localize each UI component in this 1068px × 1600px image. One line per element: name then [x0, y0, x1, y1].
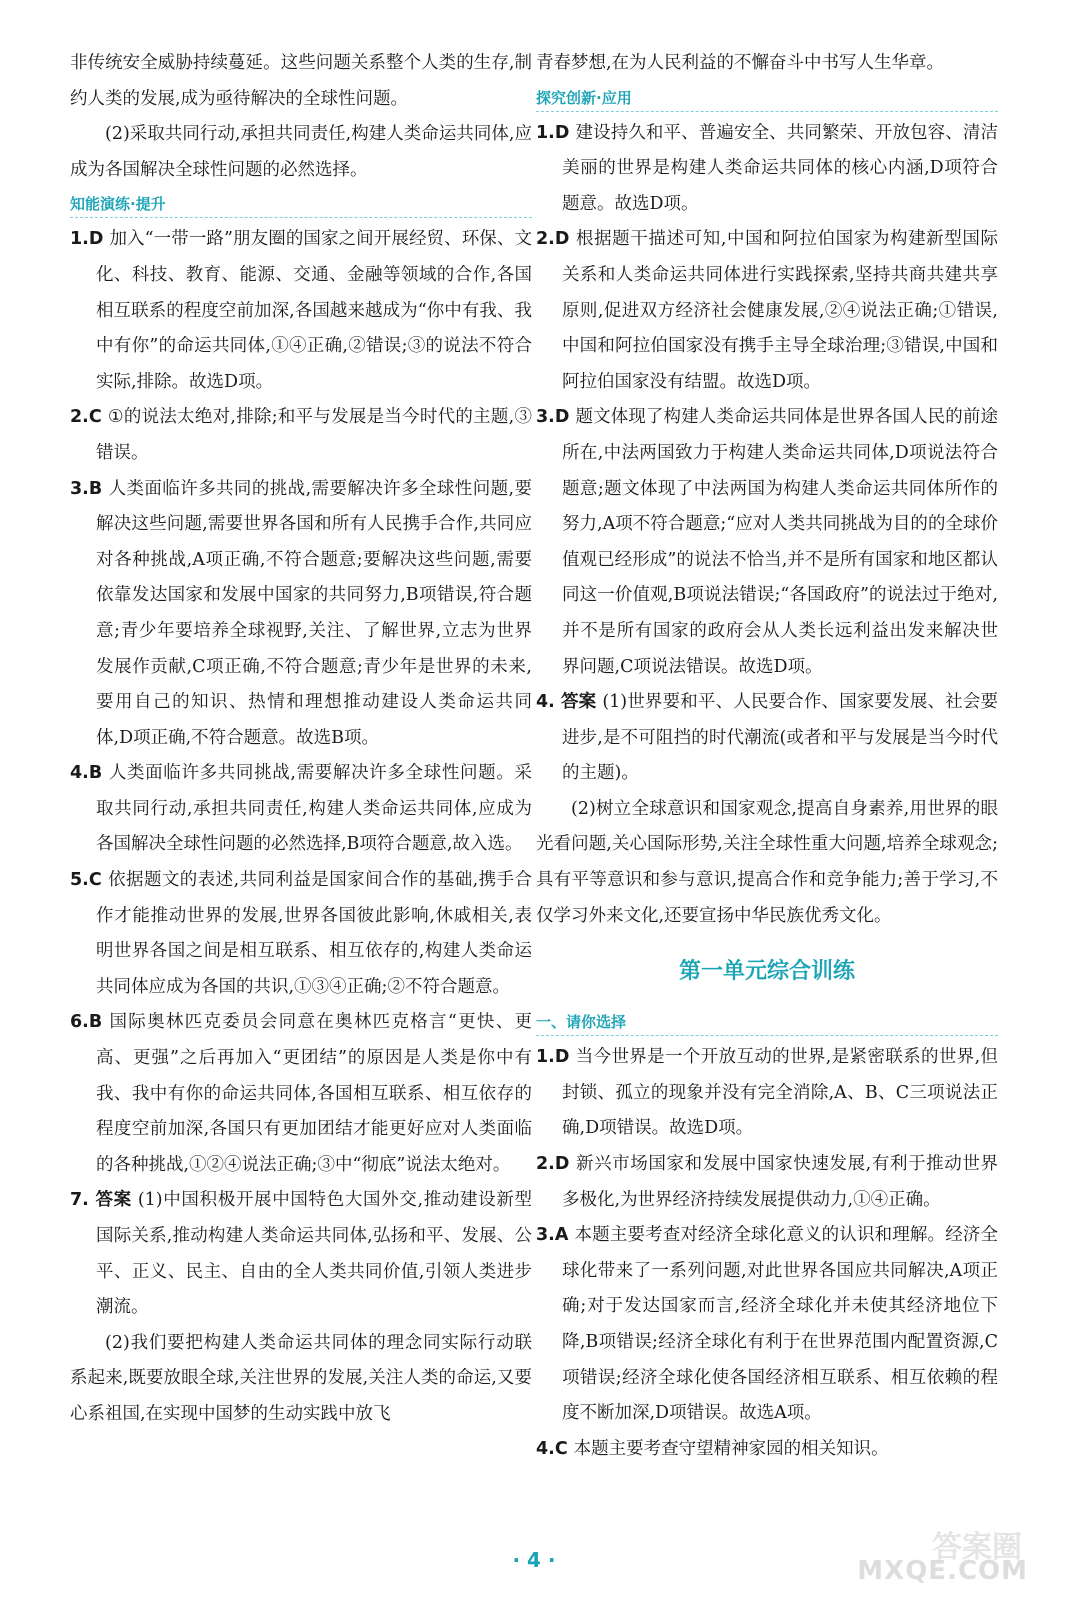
answer-item	[536, 1218, 998, 1432]
unit-title: 第一单元综合训练	[678, 959, 855, 985]
answer-item	[70, 472, 532, 757]
item-number: 2.C	[70, 407, 102, 428]
section-heading: 知能演练·提升	[70, 188, 532, 222]
answer-item	[536, 400, 998, 685]
answer-item	[536, 1040, 998, 1147]
item-number: 3.D	[536, 407, 570, 428]
answer-item	[536, 222, 998, 400]
item-number: 3.B	[70, 478, 103, 499]
item-text: 当今世界是一个开放互动的世界,是紧密联系的世界,但封锁、孤立的现象并没有完全消除,A、B、C三项说法正确,D项错误。故选D项。	[562, 1047, 998, 1139]
answer-item	[70, 756, 532, 863]
answer-item	[536, 685, 998, 792]
item-number: 4.	[536, 692, 555, 713]
item-text: 建设持久和平、普遍安全、共同繁荣、开放包容、清洁美丽的世界是构建人类命运共同体的核心内涵,D项符合题意。故选D项。	[562, 122, 998, 214]
item-number: 3.A	[536, 1225, 569, 1246]
item-number: 4.B	[70, 763, 103, 784]
page-number: · 4 ·	[512, 1548, 556, 1572]
answer-item	[70, 1183, 532, 1325]
answer-item	[536, 1432, 998, 1468]
item-number: 2.D	[536, 229, 570, 250]
item-text: 新兴市场国家和发展中国家快速发展,有利于推动世界多极化,为世界经济持续发展提供动力,①④正确。	[562, 1154, 998, 1210]
item-text: 人类面临许多共同的挑战,需要解决许多全球性问题,要解决这些问题,需要世界各国和所有人民携手合作,共同应对各种挑战,A项正确,不符合题意;要解决这些问题,需要依靠发达国家和发展中国家的共同努力,B项错误,符合题意;青少年要培养全球视野,关注、了解世界,立志为世界发展作贡献,C项正确,不符合题意;青少年是世界的未来,要用自己的知识、热情和理想推动建设人类命运共同体,D项正确,不符合题意。故选B项。	[96, 478, 532, 748]
item-text: (1)中国积极开展中国特色大国外交,推动建设新型国际关系,推动构建人类命运共同体,弘扬和平、发展、公平、正义、民主、自由的全人类共同价值,引领人类进步潮流。	[96, 1190, 532, 1318]
watermark-text-top: 答案圈	[932, 1530, 1022, 1565]
item-number: 1.D	[536, 122, 570, 143]
item-number: 2.D	[536, 1154, 570, 1175]
section-heading: 一、请你选择	[536, 1006, 998, 1040]
watermark-logo	[848, 1522, 1028, 1586]
answer-item	[536, 1147, 998, 1218]
item-text: 本题主要考查守望精神家园的相关知识。	[573, 1438, 889, 1459]
item-number: 1.D	[70, 229, 104, 250]
paragraph: (2)采取共同行动,承担共同责任,构建人类命运共同体,应成为各国解决全球性问题的必然选择。	[70, 124, 532, 180]
paragraph: (2)我们要把构建人类命运共同体的理念同实际行动联系起来,既要放眼全球,关注世界的发展,关注人类的命运,又要心系祖国,在实现中国梦的生动实践中放飞	[70, 1332, 532, 1424]
section-heading: 探究创新·应用	[536, 82, 998, 116]
item-text: 根据题干描述可知,中国和阿拉伯国家为构建新型国际关系和人类命运共同体进行实践探索,坚持共商共建共享原则,促进双方经济社会健康发展,②④说法正确;①错误,中国和阿拉伯国家没有携手主导全球治理;③错误,中国和阿拉伯国家没有结盟。故选D项。	[562, 229, 998, 392]
item-text: ①的说法太绝对,排除;和平与发展是当今时代的主题,③错误。	[96, 407, 532, 463]
item-number: 1.D	[536, 1047, 570, 1068]
item-number: 5.C	[70, 870, 102, 891]
item-text: 加入“一带一路”朋友圈的国家之间开展经贸、环保、文化、科技、教育、能源、交通、金融等领域的合作,各国相互联系的程度空前加深,各国越来越成为“你中有我、我中有你”的命运共同体,①④正确,②错误;③的说法不符合实际,排除。故选D项。	[96, 229, 532, 392]
item-number: 6.B	[70, 1012, 103, 1033]
paragraph: (2)树立全球意识和国家观念,提高自身素养,用世界的眼光看问题,关心国际形势,关注全球性重大问题,培养全球观念;具有平等意识和参与意识,提高合作和竞争能力;善于学习,不仅学习外来文化,还要宣扬中华民族优秀文化。	[536, 798, 998, 926]
paragraph: 非传统安全威胁持续蔓延。这些问题关系整个人类的生存,制约人类的发展,成为亟待解决的全球性问题。	[70, 53, 532, 109]
answer-item	[70, 222, 532, 400]
item-text: 本题主要考查对经济全球化意义的认识和理解。经济全球化带来了一系列问题,对此世界各国应共同解决,A项正确;对于发达国家而言,经济全球化并未使其经济地位下降,B项错误;经济全球化有利于在世界范围内配置资源,C项错误;经济全球化使各国经济相互联系、相互依赖的程度不断加深,D项错误。故选A项。	[562, 1225, 998, 1424]
left-column	[70, 46, 532, 1433]
answer-item	[70, 1005, 532, 1183]
item-text: 题文体现了构建人类命运共同体是世界各国人民的前途所在,中法两国致力于构建人类命运共同体,D项说法符合题意;题文体现了中法两国为构建人类命运共同体所作的努力,A项不符合题意;“应对人类共同挑战为目的的全球价值观已经形成”的说法不恰当,并不是所有国家和地区都认同这一价值观,B项说法错误;“各国政府”的说法过于绝对,并不是所有国家的政府会从人类长远利益出发来解决世界问题,C项说法错误。故选D项。	[562, 407, 998, 677]
answer-label: 答案	[94, 1190, 132, 1211]
answer-item	[70, 863, 532, 1005]
item-text: 人类面临许多共同挑战,需要解决许多全球性问题。采取共同行动,承担共同责任,构建人类命运共同体,应成为各国解决全球性问题的必然选择,B项符合题意,故入选。	[96, 763, 532, 855]
answer-label: 答案	[560, 692, 597, 713]
right-column	[536, 46, 998, 1467]
item-text: 依据题文的表述,共同利益是国家间合作的基础,携手合作才能推动世界的发展,世界各国彼此影响,休戚相关,表明世界各国之间是相互联系、相互依存的,构建人类命运共同体应成为各国的共识,①③④正确;②不符合题意。	[96, 870, 532, 997]
paragraph: 青春梦想,在为人民利益的不懈奋斗中书写人生华章。	[536, 53, 945, 73]
item-text: 国际奥林匹克委员会同意在奥林匹克格言“更快、更高、更强”之后再加入“更团结”的原因是人类是你中有我、我中有你的命运共同体,各国相互联系、相互依存的程度空前加深,各国只有更加团结才能更好应对人类面临的各种挑战,①②④说法正确;③中“彻底”说法太绝对。	[96, 1012, 532, 1175]
item-text: (1)世界要和平、人民要合作、国家要发展、社会要进步,是不可阻挡的时代潮流(或者和平与发展是当今时代的主题)。	[562, 692, 998, 784]
answer-item	[536, 116, 998, 223]
item-number: 4.C	[536, 1438, 568, 1459]
item-number: 7.	[70, 1190, 89, 1211]
answer-item	[70, 400, 532, 471]
watermark-text-bottom: MXQE.COM	[857, 1556, 1028, 1586]
